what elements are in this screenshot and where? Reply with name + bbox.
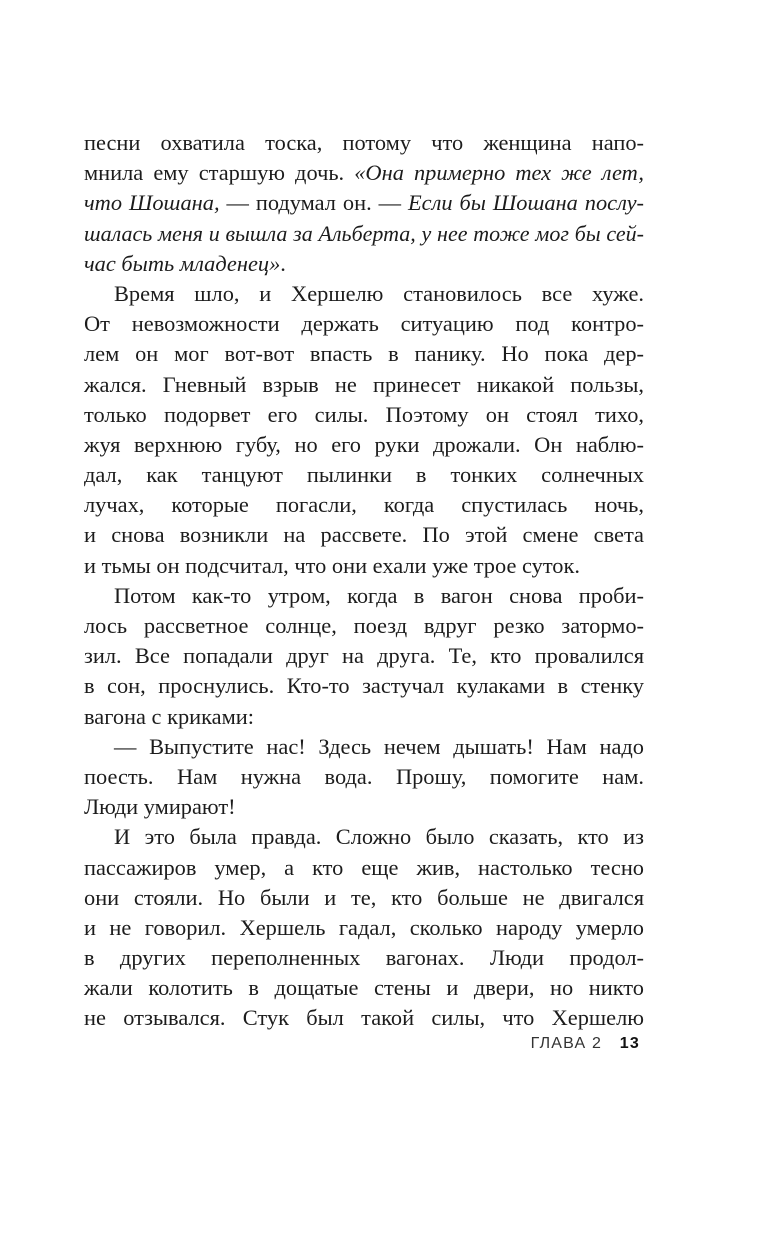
text-line xyxy=(84,551,644,581)
text-line xyxy=(84,188,644,218)
text-run: жуя верхнюю губу, но его руки дрожали. Он наблю- xyxy=(84,431,644,457)
text-run: Люди умирают! xyxy=(84,794,236,820)
text-line xyxy=(84,581,644,611)
text-run: в других переполненных вагонах. Люди продол- xyxy=(84,945,644,971)
text-line xyxy=(84,460,644,490)
text-run: не отзывался. Стук был такой силы, что Хершелю xyxy=(84,1005,644,1031)
text-line xyxy=(84,339,644,369)
text-line xyxy=(84,400,644,430)
text-line xyxy=(84,732,644,762)
text-run: От невозможности держать ситуацию под контро- xyxy=(84,311,644,337)
text-line xyxy=(84,611,644,641)
text-run: лось рассветное солнце, поезд вдруг резко затормо- xyxy=(84,613,644,638)
text-run: — подумал он. — xyxy=(219,190,408,216)
text-run: . xyxy=(280,250,286,276)
text-line xyxy=(84,279,644,309)
italic-run: «Она примерно тех же лет, xyxy=(354,160,644,186)
text-line xyxy=(84,370,644,400)
text-line xyxy=(84,762,644,792)
text-run: вагона с криками: xyxy=(84,703,254,729)
text-run: и снова возникли на рассвете. По этой смене света xyxy=(84,522,644,548)
text-run: песни охватила тоска, потому что женщина напо- xyxy=(84,130,644,155)
text-line xyxy=(84,943,644,973)
text-run: и не говорил. Хершель гадал, сколько народу умерло xyxy=(84,914,644,940)
text-line xyxy=(84,822,644,852)
text-run: — Выпустите нас! Здесь нечем дышать! Нам надо xyxy=(114,733,644,759)
italic-run: час быть младенец» xyxy=(84,250,281,276)
italic-run: Если бы Шошана послу- xyxy=(408,190,644,216)
text-line xyxy=(84,671,644,701)
italic-run: шалась меня и вышла за Альберта, у нее тоже мог бы сей- xyxy=(84,220,644,246)
text-run: лем он мог вот-вот впасть в панику. Но пока дер- xyxy=(84,341,644,367)
text-line xyxy=(84,430,644,460)
text-line xyxy=(84,913,644,943)
page-footer xyxy=(531,1035,640,1053)
text-run: жали колотить в дощатые стены и двери, но никто xyxy=(84,975,644,1001)
text-line xyxy=(84,853,644,883)
text-run: И это была правда. Сложно было сказать, кто из xyxy=(114,824,644,850)
text-line xyxy=(84,520,644,550)
text-line xyxy=(84,1003,644,1033)
text-line xyxy=(84,249,644,279)
text-line xyxy=(84,973,644,1003)
chapter-label: ГЛАВА 2 xyxy=(530,1035,603,1052)
text-run: зил. Все попадали друг на друга. Те, кто провалился xyxy=(84,643,644,669)
page-number: 13 xyxy=(619,1035,640,1052)
text-run: пассажиров умер, а кто еще жив, настолько тесно xyxy=(84,854,644,880)
text-run: в сон, проснулись. Кто-то застучал кулаками в стенку xyxy=(84,673,644,699)
text-line xyxy=(84,702,644,732)
text-line xyxy=(84,792,644,822)
text-run: они стояли. Но были и те, кто больше не двигался xyxy=(84,884,644,910)
text-run: лучах, которые погасли, когда спустилась ночь, xyxy=(84,492,644,518)
text-line xyxy=(84,219,644,249)
text-run: дал, как танцуют пылинки в тонких солнечных xyxy=(84,462,644,488)
text-line xyxy=(84,158,644,188)
text-run: поесть. Нам нужна вода. Прошу, помогите нам. xyxy=(84,763,644,789)
italic-run: что Шошана, xyxy=(84,190,220,216)
text-run: жался. Гневный взрыв не принесет никакой пользы, xyxy=(84,371,644,397)
text-run: только подорвет его силы. Поэтому он стоял тихо, xyxy=(84,401,644,427)
text-run: и тьмы он подсчитал, что они ехали уже трое суток. xyxy=(84,552,580,578)
text-run: мнила ему старшую дочь. xyxy=(84,160,355,186)
body-text xyxy=(84,128,644,1034)
text-line xyxy=(84,490,644,520)
text-line xyxy=(84,128,644,158)
text-run: Потом как-то утром, когда в вагон снова проби- xyxy=(114,582,644,608)
text-line xyxy=(84,883,644,913)
text-line xyxy=(84,641,644,671)
text-run: Время шло, и Хершелю становилось все хуже. xyxy=(114,280,644,306)
text-line xyxy=(84,309,644,339)
